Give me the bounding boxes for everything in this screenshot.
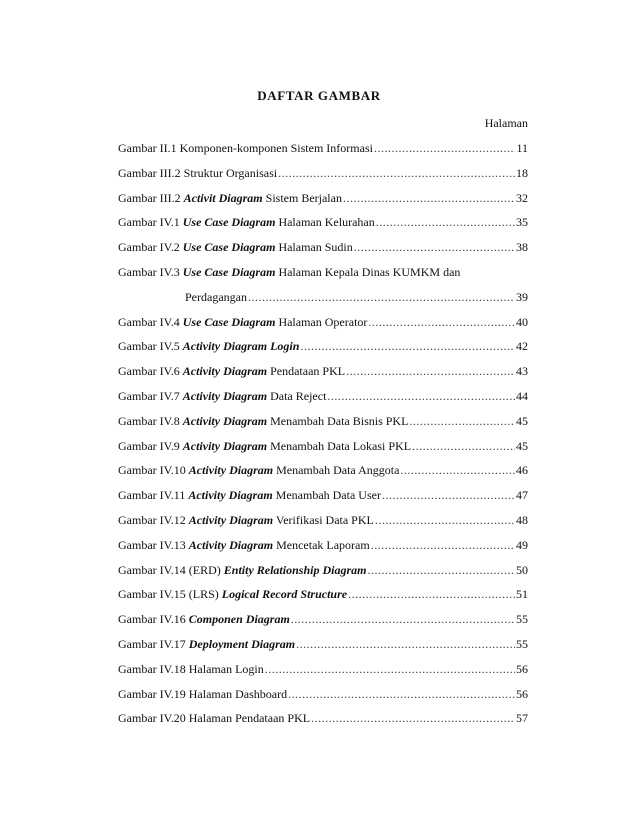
dot-leader bbox=[375, 512, 515, 528]
figure-entry bbox=[118, 190, 528, 206]
figure-number: Gambar IV.11 bbox=[118, 488, 189, 503]
page-number: 44 bbox=[516, 389, 528, 403]
figure-number: Gambar IV.7 bbox=[118, 389, 183, 403]
figure-entry-label bbox=[118, 462, 399, 478]
dot-leader bbox=[248, 289, 515, 305]
figure-entry-label bbox=[118, 363, 345, 379]
figure-title: Halaman Pendataan PKL bbox=[188, 711, 311, 726]
figure-number: Gambar IV.10 bbox=[118, 463, 189, 478]
figure-entry bbox=[118, 661, 528, 677]
figure-number: Gambar IV.3 bbox=[118, 265, 183, 279]
figure-entry bbox=[118, 363, 528, 379]
page-number: 48 bbox=[516, 513, 528, 527]
figure-title-italic: Activity Diagram bbox=[188, 488, 273, 503]
page-number: 43 bbox=[516, 364, 528, 379]
figure-entry-label bbox=[118, 413, 408, 429]
dot-leader bbox=[291, 611, 515, 627]
figure-entry-label bbox=[118, 586, 347, 602]
figure-entry-label bbox=[118, 636, 295, 652]
dot-leader bbox=[412, 438, 515, 454]
figure-entry bbox=[118, 636, 528, 652]
dot-leader bbox=[367, 562, 515, 578]
figure-entry-label bbox=[118, 512, 374, 528]
figure-title-italic: Logical Record Structure bbox=[221, 587, 348, 602]
page-number: 39 bbox=[516, 289, 528, 304]
figure-entry bbox=[118, 611, 528, 627]
figure-title-italic: Activity Diagram bbox=[188, 537, 274, 552]
page-number: 38 bbox=[516, 240, 528, 255]
dot-leader bbox=[382, 487, 515, 503]
figure-title-italic: Use Case Diagram bbox=[182, 240, 276, 255]
figure-entry-label bbox=[118, 388, 326, 404]
page-column-header: Halaman bbox=[484, 116, 528, 130]
page-number: 55 bbox=[516, 637, 528, 651]
figure-entry bbox=[118, 338, 528, 354]
figure-title-italic: Use Case Diagram bbox=[182, 215, 276, 230]
figure-title: Halaman Dashboard bbox=[188, 686, 288, 701]
figure-number: Gambar IV.4 bbox=[118, 314, 183, 329]
dot-leader bbox=[265, 661, 515, 677]
figure-title: Menambah Data Lokasi PKL bbox=[267, 438, 412, 453]
figure-entry bbox=[118, 239, 528, 255]
figure-number: Gambar IV.19 bbox=[118, 686, 189, 701]
figure-entry-label bbox=[118, 165, 277, 181]
dot-leader bbox=[371, 537, 515, 553]
figure-entry-label bbox=[118, 686, 287, 702]
figure-title: Sistem Berjalan bbox=[262, 190, 342, 205]
figure-title-italic: Activity Diagram bbox=[188, 463, 274, 478]
figure-title: Halaman Kepala Dinas KUMKM dan bbox=[275, 265, 461, 279]
figure-title: Mencetak Laporam bbox=[273, 537, 370, 552]
figure-entry-label bbox=[118, 264, 460, 280]
figure-entry-label bbox=[118, 562, 366, 578]
figure-entry bbox=[118, 413, 528, 429]
figure-entry-label bbox=[118, 487, 381, 503]
figure-entry-label bbox=[118, 661, 264, 677]
figure-entry-label bbox=[118, 611, 290, 627]
figure-title-italic: Deployment Diagram bbox=[188, 637, 296, 651]
figure-entry bbox=[118, 289, 528, 305]
dot-leader bbox=[311, 710, 515, 726]
figure-title: Halaman Kelurahan bbox=[275, 215, 375, 230]
figure-title-italic: Use Case Diagram bbox=[182, 265, 276, 279]
dot-leader bbox=[296, 636, 515, 652]
figure-title-italic: Activity Diagram bbox=[182, 413, 268, 428]
figure-title: Halaman Login bbox=[188, 661, 264, 676]
figure-entry-label bbox=[185, 289, 247, 305]
figure-title-italic: Use Case Diagram bbox=[182, 314, 276, 329]
page-number: 42 bbox=[516, 339, 528, 354]
figure-number: Gambar III.2 bbox=[118, 190, 184, 205]
figure-entry bbox=[118, 686, 528, 702]
figure-entry bbox=[118, 165, 528, 181]
page-number: 56 bbox=[516, 686, 528, 701]
page-number: 32 bbox=[516, 190, 528, 205]
figure-title-italic: Activity Diagram bbox=[182, 438, 268, 453]
dot-leader bbox=[288, 686, 515, 702]
figure-title-italic: Activit Diagram bbox=[183, 190, 263, 205]
figure-entry bbox=[118, 438, 528, 454]
figure-title: Data Reject bbox=[267, 389, 327, 403]
figure-entry bbox=[118, 264, 528, 280]
figure-number: Gambar IV.17 bbox=[118, 637, 189, 651]
figure-entry-label bbox=[118, 710, 310, 726]
figure-title: Menambah Data Bisnis PKL bbox=[267, 413, 409, 428]
figure-number: Gambar IV.9 bbox=[118, 438, 183, 453]
page-number: 56 bbox=[516, 661, 528, 676]
figure-number: Gambar II.1 bbox=[118, 141, 180, 155]
dot-leader bbox=[400, 462, 515, 478]
page-number: 55 bbox=[516, 612, 528, 627]
figure-title: Verifikasi Data PKL bbox=[273, 513, 374, 527]
dot-leader bbox=[368, 314, 515, 330]
page-number: 35 bbox=[516, 215, 528, 230]
page-number: 11 bbox=[516, 141, 528, 155]
figure-title: Menambah Data User bbox=[272, 488, 381, 503]
figure-entry bbox=[118, 562, 528, 578]
figure-number: Gambar IV.20 bbox=[118, 711, 189, 726]
figure-entry-label bbox=[118, 214, 375, 230]
dot-leader bbox=[354, 239, 515, 255]
figure-entry bbox=[118, 710, 528, 726]
dot-leader bbox=[327, 388, 515, 404]
page-title: DAFTAR GAMBAR bbox=[257, 88, 381, 103]
figure-entry bbox=[118, 537, 528, 553]
page-number: 47 bbox=[516, 488, 528, 503]
figure-entry bbox=[118, 140, 528, 156]
figure-title: Perdagangan bbox=[185, 289, 247, 304]
figure-number: Gambar IV.8 bbox=[118, 413, 183, 428]
figure-title: Komponen-komponen Sistem Informasi bbox=[179, 141, 373, 155]
figure-number: Gambar IV.14 (ERD) bbox=[118, 562, 224, 577]
figure-title-italic: Entity Relationship Diagram bbox=[223, 562, 367, 577]
figure-title-italic: Activity Diagram Login bbox=[182, 339, 300, 354]
figure-entry-label bbox=[118, 140, 373, 156]
figure-number: Gambar IV.2 bbox=[118, 240, 183, 255]
figure-entry bbox=[118, 388, 528, 404]
dot-leader bbox=[376, 214, 515, 230]
figure-number: Gambar IV.18 bbox=[118, 661, 189, 676]
figure-entry-label bbox=[118, 314, 367, 330]
figure-entry-label bbox=[118, 338, 299, 354]
figure-title: Halaman Sudin bbox=[275, 240, 353, 255]
page-number: 45 bbox=[516, 413, 528, 428]
figure-number: Gambar IV.6 bbox=[118, 364, 183, 379]
figure-number: Gambar IV.15 (LRS) bbox=[118, 587, 222, 602]
figure-entry bbox=[118, 214, 528, 230]
figure-number: Gambar IV.5 bbox=[118, 339, 183, 354]
figure-entry bbox=[118, 586, 528, 602]
page-number: 40 bbox=[516, 314, 528, 329]
page-number: 46 bbox=[516, 463, 528, 478]
dot-leader bbox=[278, 165, 515, 181]
dot-leader bbox=[300, 338, 515, 354]
figure-number: Gambar III.2 bbox=[118, 165, 184, 180]
page-number: 51 bbox=[516, 587, 528, 602]
figure-entry-label bbox=[118, 190, 342, 206]
figure-title-italic: Activity Diagram bbox=[188, 513, 274, 527]
figure-number: Gambar IV.16 bbox=[118, 612, 189, 627]
figure-entry bbox=[118, 512, 528, 528]
figure-number: Gambar IV.12 bbox=[118, 513, 189, 527]
figure-title: Halaman Operator bbox=[275, 314, 368, 329]
page-number: 18 bbox=[516, 165, 528, 180]
figure-entry-label bbox=[118, 438, 411, 454]
dot-leader bbox=[409, 413, 515, 429]
figure-entry bbox=[118, 314, 528, 330]
dot-leader bbox=[346, 363, 515, 379]
figure-number: Gambar IV.13 bbox=[118, 537, 189, 552]
figure-entry bbox=[118, 487, 528, 503]
figure-title: Pendataan PKL bbox=[267, 364, 346, 379]
figure-title: Menambah Data Anggota bbox=[273, 463, 400, 478]
figure-number: Gambar IV.1 bbox=[118, 215, 183, 230]
figure-title-italic: Activity Diagram bbox=[182, 389, 268, 403]
page-number: 45 bbox=[516, 438, 528, 453]
page-number: 50 bbox=[516, 562, 528, 577]
dot-leader bbox=[374, 140, 515, 156]
figure-title-italic: Componen Diagram bbox=[188, 612, 290, 627]
dot-leader bbox=[348, 586, 515, 602]
figure-entry bbox=[118, 462, 528, 478]
figure-entry-label bbox=[118, 537, 370, 553]
dot-leader bbox=[343, 190, 515, 206]
figure-title: Struktur Organisasi bbox=[183, 165, 278, 180]
page-number: 57 bbox=[516, 711, 528, 726]
page-number: 49 bbox=[516, 537, 528, 552]
figure-title-italic: Activity Diagram bbox=[182, 364, 268, 379]
figure-entry-label bbox=[118, 239, 353, 255]
